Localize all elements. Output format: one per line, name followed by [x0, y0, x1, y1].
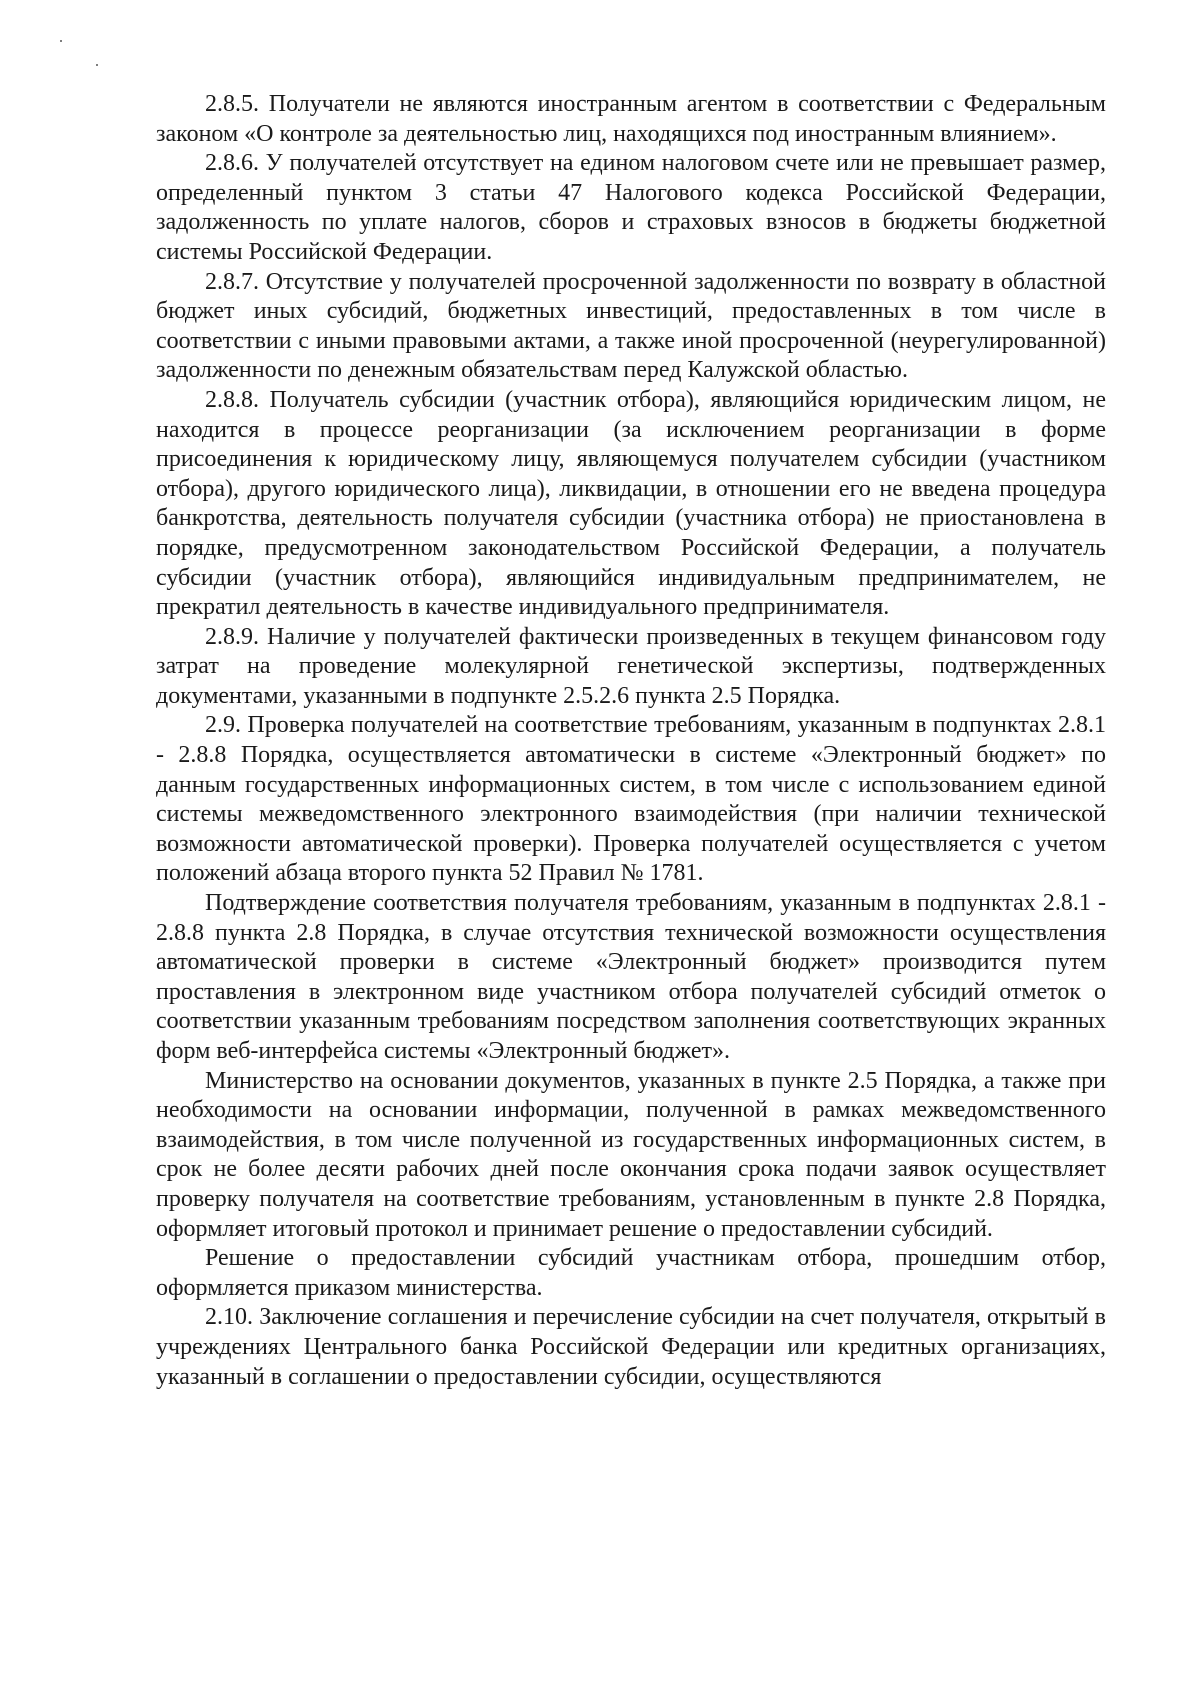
paragraph-2-10: 2.10. Заключение соглашения и перечисление субсидии на счет получателя, открытый в учреждениях Центрального банка Российской Федерации или кредитных организациях, указанный в соглашении о предоставлении субсидии, осуществляются — [156, 1304, 1106, 1390]
paragraph-decision: Решение о предоставлении субсидий участникам отбора, прошедшим отбор, оформляется приказом министерства. — [156, 1245, 1106, 1301]
scan-speck — [60, 40, 62, 42]
paragraph-confirmation: Подтверждение соответствия получателя требованиям, указанным в подпунктах 2.8.1 - 2.8.8 пункта 2.8 Порядка, в случае отсутствия технической возможности осуществления автоматической проверки в системе «Электронный бюджет» производится путем проставления в электронном виде участником отбора получателей субсидий отметок о соответствии указанным требованиям посредством заполнения соответствующих экранных форм веб-интерфейса системы «Электронный бюджет». — [156, 890, 1106, 1064]
scan-speck — [96, 64, 98, 66]
paragraph-2-8-9: 2.8.9. Наличие у получателей фактически произведенных в текущем финансовом году затрат на проведение молекулярной генетической экспертизы, подтвержденных документами, указанными в подпункте 2.5.2.6 пункта 2.5 Порядка. — [156, 623, 1106, 709]
document-page — [156, 90, 1106, 1392]
paragraph-2-8-5: 2.8.5. Получатели не являются иностранным агентом в соответствии с Федеральным законом «О контроле за деятельностью лиц, находящихся под иностранным влиянием». — [156, 91, 1106, 147]
paragraph-2-8-8: 2.8.8. Получатель субсидии (участник отбора), являющийся юридическим лицом, не находится в процессе реорганизации (за исключением реорганизации в форме присоединения к юридическому лицу, являющемуся получателем субсидии (участником отбора), другого юридического лица), ликвидации, в отношении его не введена процедура банкротства, деятельность получателя субсидии (участника отбора) не приостановлена в порядке, предусмотренном законодательством Российской Федерации, а получатель субсидии (участник отбора), являющийся индивидуальным предпринимателем, не прекратил деятельность в качестве индивидуального предпринимателя. — [156, 386, 1106, 621]
paragraph-2-8-6: 2.8.6. У получателей отсутствует на едином налоговом счете или не превышает размер, определенный пунктом 3 статьи 47 Налогового кодекса Российской Федерации, задолженность по уплате налогов, сборов и страховых взносов в бюджеты бюджетной системы Российской Федерации. — [156, 150, 1106, 265]
paragraph-ministry-check: Министерство на основании документов, указанных в пункте 2.5 Порядка, а также при необходимости на основании информации, полученной в рамках межведомственного взаимодействия, в том числе полученной из государственных информационных систем, в срок не более десяти рабочих дней после окончания срока подачи заявок осуществляет проверку получателя на соответствие требованиям, установленным в пункте 2.8 Порядка, оформляет итоговый протокол и принимает решение о предоставлении субсидий. — [156, 1067, 1106, 1242]
paragraph-2-9: 2.9. Проверка получателей на соответствие требованиям, указанным в подпунктах 2.8.1 - 2.8.8 Порядка, осуществляется автоматически в системе «Электронный бюджет» по данным государственных информационных систем, в том числе с использованием единой системы межведомственного электронного взаимодействия (при наличии технической возможности автоматической проверки). Проверка получателей осуществляется с учетом положений абзаца второго пункта 52 Правил № 1781. — [156, 712, 1106, 887]
paragraph-2-8-7: 2.8.7. Отсутствие у получателей просроченной задолженности по возврату в областной бюджет иных субсидий, бюджетных инвестиций, предоставленных в том числе в соответствии с иными правовыми актами, а также иной просроченной (неурегулированной) задолженности по денежным обязательствам перед Калужской областью. — [156, 268, 1106, 384]
